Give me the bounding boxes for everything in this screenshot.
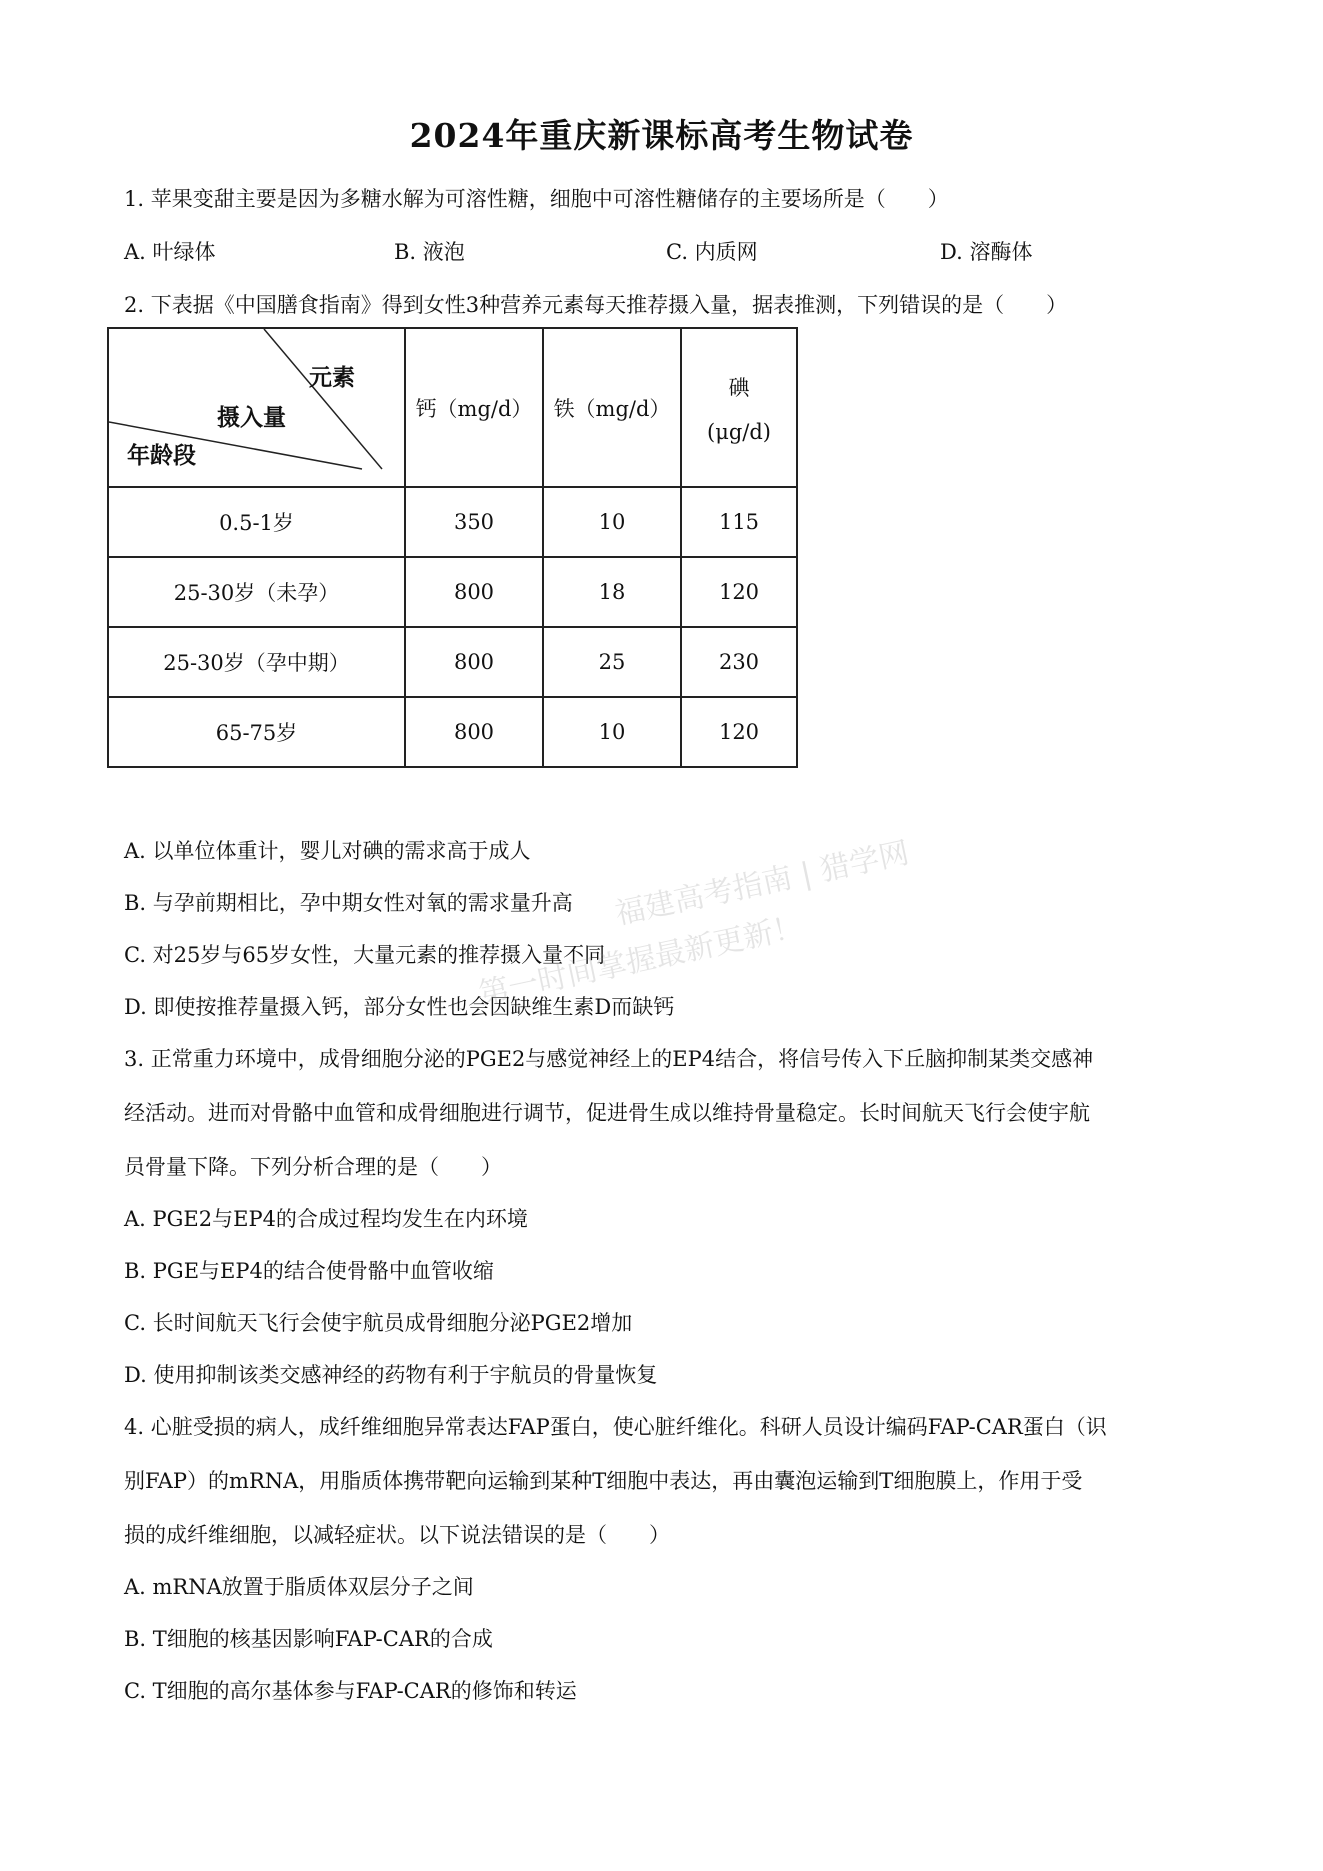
header-calcium: 钙（mg/d）	[405, 328, 543, 487]
table-cell-iron: 10	[543, 487, 681, 557]
q3-stem-line-1: 3. 正常重力环境中，成骨细胞分泌的PGE2与感觉神经上的EP4结合，将信号传入下丘脑抑制某类交感神	[124, 1047, 1094, 1071]
q4-option-a: A. mRNA放置于脂质体双层分子之间	[124, 1575, 474, 1599]
q2-option-a: A. 以单位体重计，婴儿对碘的需求高于成人	[124, 839, 531, 863]
q1-option-a: A. 叶绿体	[124, 240, 216, 264]
header-iron: 铁（mg/d）	[543, 328, 681, 487]
q3-option-b: B. PGE与EP4的结合使骨骼中血管收缩	[124, 1259, 494, 1283]
table-cell-calcium: 800	[405, 697, 543, 767]
q1-stem: 1. 苹果变甜主要是因为多糖水解为可溶性糖，细胞中可溶性糖储存的主要场所是（ ）	[124, 187, 949, 211]
q2-option-b: B. 与孕前期相比，孕中期女性对氧的需求量升高	[124, 891, 573, 915]
table-cell-age: 25-30岁（未孕）	[108, 557, 405, 627]
q2-stem: 2. 下表据《中国膳食指南》得到女性3种营养元素每天推荐摄入量，据表推测，下列错误的是（ ）	[124, 293, 1068, 317]
header-iodine-unit: (μg/d)	[707, 419, 771, 444]
table-cell-iron: 25	[543, 627, 681, 697]
q3-stem-line-3: 员骨量下降。下列分析合理的是（ ）	[124, 1155, 502, 1179]
q4-stem-line-1: 4. 心脏受损的病人，成纤维细胞异常表达FAP蛋白，使心脏纤维化。科研人员设计编码FAP-CAR蛋白（识	[124, 1415, 1107, 1439]
table-cell-iron: 10	[543, 697, 681, 767]
table-cell-age: 65-75岁	[108, 697, 405, 767]
table-cell-iodine: 115	[681, 487, 797, 557]
table-cell-iodine: 120	[681, 697, 797, 767]
corner-element-label: 元素	[309, 364, 355, 391]
table-row	[108, 487, 797, 557]
q1-option-b: B. 液泡	[394, 240, 465, 264]
table-cell-age: 0.5-1岁	[108, 487, 405, 557]
watermark-line-1: 福建高考指南 | 猎学网	[612, 835, 913, 932]
q3-option-d: D. 使用抑制该类交感神经的药物有利于宇航员的骨量恢复	[124, 1363, 658, 1387]
q1-option-d: D. 溶酶体	[940, 240, 1033, 264]
q3-option-c: C. 长时间航天飞行会使宇航员成骨细胞分泌PGE2增加	[124, 1311, 633, 1335]
q3-option-a: A. PGE2与EP4的合成过程均发生在内环境	[124, 1207, 528, 1231]
table-cell-calcium: 800	[405, 557, 543, 627]
q4-stem-line-2: 别FAP）的mRNA，用脂质体携带靶向运输到某种T细胞中表达，再由囊泡运输到T细胞膜上，作用于受	[124, 1469, 1083, 1493]
corner-age-label: 年龄段	[127, 442, 196, 469]
watermark-line-2: 第一时间掌握最新更新！	[475, 909, 806, 1013]
corner-intake-label: 摄入量	[217, 404, 286, 431]
table-cell-iodine: 230	[681, 627, 797, 697]
table-corner-cell	[108, 328, 405, 487]
table-cell-calcium: 350	[405, 487, 543, 557]
q3-stem-line-2: 经活动。进而对骨骼中血管和成骨细胞进行调节，促进骨生成以维持骨量稳定。长时间航天飞行会使宇航	[124, 1101, 1090, 1125]
nutrition-table	[107, 327, 798, 768]
table-row	[108, 627, 797, 697]
table-row	[108, 557, 797, 627]
q4-option-c: C. T细胞的高尔基体参与FAP-CAR的修饰和转运	[124, 1679, 577, 1703]
q4-option-b: B. T细胞的核基因影响FAP-CAR的合成	[124, 1627, 493, 1651]
q2-option-c: C. 对25岁与65岁女性，大量元素的推荐摄入量不同	[124, 943, 606, 967]
header-iodine-name: 碘	[728, 375, 750, 400]
table-cell-iron: 18	[543, 557, 681, 627]
q1-option-c: C. 内质网	[666, 240, 758, 264]
table-row	[108, 697, 797, 767]
table-header-row	[108, 328, 797, 487]
watermark	[464, 821, 956, 1028]
header-iodine	[681, 328, 797, 487]
table-cell-age: 25-30岁（孕中期）	[108, 627, 405, 697]
q4-stem-line-3: 损的成纤维细胞，以减轻症状。以下说法错误的是（ ）	[124, 1523, 670, 1547]
table-cell-iodine: 120	[681, 557, 797, 627]
page-title: 2024年重庆新课标高考生物试卷	[409, 116, 914, 155]
table-cell-calcium: 800	[405, 627, 543, 697]
q2-option-d: D. 即使按推荐量摄入钙，部分女性也会因缺维生素D而缺钙	[124, 995, 675, 1019]
